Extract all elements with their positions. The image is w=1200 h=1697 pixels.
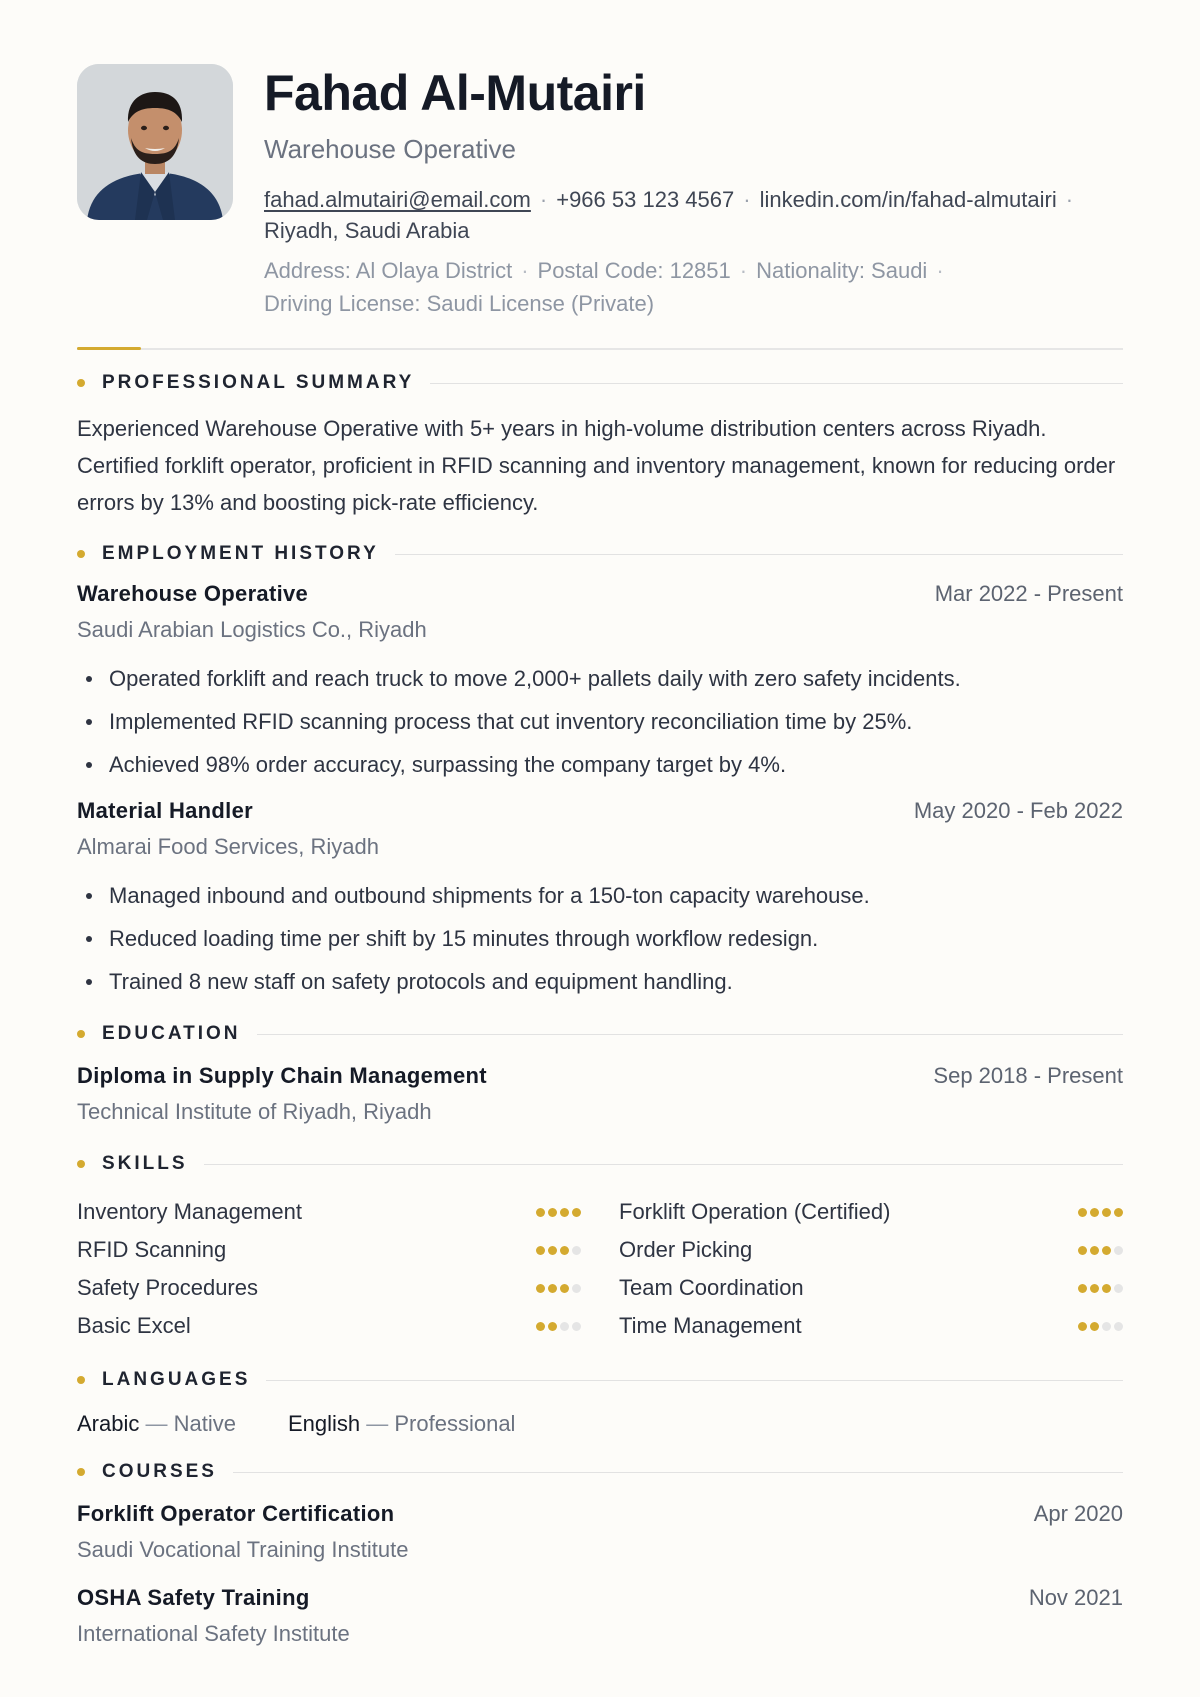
- separator: ·: [539, 187, 548, 212]
- skill-level-rating: [1078, 1322, 1123, 1331]
- skill-level-rating: [1078, 1284, 1123, 1293]
- section-divider: [266, 1380, 1123, 1381]
- rating-dot-icon: [572, 1246, 581, 1255]
- resume-header: [77, 64, 1123, 326]
- rating-dot-icon: [560, 1322, 569, 1331]
- candidate-role: Warehouse Operative: [264, 134, 516, 164]
- skill-name: RFID Scanning: [77, 1237, 227, 1262]
- rating-dot-icon: [536, 1284, 545, 1293]
- rating-dot-icon: [536, 1208, 545, 1217]
- job-bullets: [77, 874, 1123, 1003]
- section-summary: [77, 370, 1123, 396]
- skill-name: Inventory Management: [77, 1199, 303, 1224]
- rating-dot-icon: [1090, 1284, 1099, 1293]
- linkedin-link[interactable]: linkedin.com/in/fahad-almutairi: [759, 187, 1057, 212]
- degree-title: Diploma in Supply Chain Management: [77, 1063, 487, 1088]
- section-education: [77, 1021, 1123, 1047]
- job-dates: Mar 2022 - Present: [934, 581, 1123, 606]
- language-level: Professional: [394, 1411, 516, 1436]
- course-institute: International Safety Institute: [77, 1621, 350, 1646]
- section-title: PROFESSIONAL SUMMARY: [102, 372, 415, 393]
- course-entry: [77, 1585, 1123, 1647]
- email-link[interactable]: fahad.almutairi@email.com: [264, 187, 531, 212]
- separator: ·: [936, 258, 944, 283]
- section-divider: [204, 1164, 1123, 1165]
- section-skills: [77, 1151, 1123, 1177]
- section-courses: [77, 1459, 1123, 1485]
- skill-item: [619, 1307, 1123, 1345]
- language-level: Native: [173, 1411, 236, 1436]
- language-name: Arabic: [77, 1411, 140, 1436]
- skill-item: [77, 1231, 581, 1269]
- job-company: Saudi Arabian Logistics Co., Riyadh: [77, 617, 427, 642]
- skill-level-rating: [536, 1246, 581, 1255]
- job-title: Material Handler: [77, 798, 253, 823]
- skill-name: Basic Excel: [77, 1313, 191, 1338]
- education-entry: [77, 1063, 1123, 1125]
- language-name: English: [287, 1411, 361, 1436]
- skill-level-rating: [536, 1208, 581, 1217]
- list-item: Operated forklift and reach truck to move 2,000+ pallets daily with zero safety incidents.: [77, 657, 1123, 700]
- postal-code: Postal Code: 12851: [537, 258, 731, 283]
- section-title: SKILLS: [102, 1153, 188, 1174]
- separator: ·: [521, 258, 529, 283]
- bullet-dot-icon: [77, 379, 85, 387]
- rating-dot-icon: [1102, 1322, 1111, 1331]
- summary-text: Experienced Warehouse Operative with 5+ years in high-volume distribution centers across Riyadh. Certified forklift operator, proficient in RFID scanning and inventory management, known for reducing order errors by 13% and boosting pick-rate efficiency.: [77, 416, 1116, 515]
- bullet-dot-icon: [77, 550, 85, 558]
- bullet-dot-icon: [77, 1160, 85, 1168]
- language-item: [77, 1411, 236, 1437]
- languages-list: [77, 1411, 1123, 1437]
- skill-item: [619, 1193, 1123, 1231]
- skill-name: Order Picking: [619, 1237, 753, 1262]
- skill-level-rating: [1078, 1246, 1123, 1255]
- rating-dot-icon: [560, 1208, 569, 1217]
- rating-dot-icon: [1114, 1208, 1123, 1217]
- rating-dot-icon: [548, 1246, 557, 1255]
- skill-item: [77, 1269, 581, 1307]
- education-dates: Sep 2018 - Present: [933, 1063, 1123, 1088]
- job-entry: [77, 581, 1123, 786]
- address: Address: Al Olaya District: [264, 258, 513, 283]
- list-item: Achieved 98% order accuracy, surpassing the company target by 4%.: [77, 743, 1123, 786]
- language-dash: —: [366, 1411, 389, 1436]
- rating-dot-icon: [536, 1322, 545, 1331]
- job-title: Warehouse Operative: [77, 581, 309, 606]
- skill-level-rating: [1078, 1208, 1123, 1217]
- rating-dot-icon: [1090, 1246, 1099, 1255]
- contact-line: [264, 184, 1124, 246]
- rating-dot-icon: [1102, 1284, 1111, 1293]
- skill-item: [77, 1193, 581, 1231]
- rating-dot-icon: [560, 1246, 569, 1255]
- skill-level-rating: [536, 1284, 581, 1293]
- phone-number: +966 53 123 4567: [556, 187, 735, 212]
- skill-name: Team Coordination: [619, 1275, 804, 1300]
- accent-bar: [77, 347, 141, 350]
- rating-dot-icon: [572, 1322, 581, 1331]
- list-item: Trained 8 new staff on safety protocols and equipment handling.: [77, 960, 1123, 1003]
- job-dates: May 2020 - Feb 2022: [913, 798, 1123, 823]
- rating-dot-icon: [1114, 1322, 1123, 1331]
- course-name: Forklift Operator Certification: [77, 1501, 395, 1526]
- skills-grid: [77, 1193, 1123, 1345]
- bullet-dot-icon: [77, 1376, 85, 1384]
- section-languages: [77, 1367, 1123, 1393]
- profile-photo: [77, 64, 233, 220]
- course-date: Apr 2020: [1033, 1501, 1123, 1526]
- list-item: Implemented RFID scanning process that cut inventory reconciliation time by 25%.: [77, 700, 1123, 743]
- rating-dot-icon: [1078, 1322, 1087, 1331]
- header-divider: [77, 348, 1123, 350]
- job-company: Almarai Food Services, Riyadh: [77, 834, 380, 859]
- rating-dot-icon: [1114, 1284, 1123, 1293]
- rating-dot-icon: [572, 1208, 581, 1217]
- driving-license: Driving License: Saudi License (Private): [264, 291, 655, 316]
- section-title: COURSES: [102, 1461, 217, 1482]
- job-bullets: [77, 657, 1123, 786]
- nationality: Nationality: Saudi: [756, 258, 928, 283]
- job-entry: [77, 798, 1123, 1003]
- course-date: Nov 2021: [1028, 1585, 1123, 1610]
- section-divider: [395, 554, 1123, 555]
- section-title: LANGUAGES: [102, 1369, 251, 1390]
- rating-dot-icon: [548, 1284, 557, 1293]
- section-divider: [233, 1472, 1123, 1473]
- location: Riyadh, Saudi Arabia: [264, 218, 470, 243]
- bullet-dot-icon: [77, 1030, 85, 1038]
- avatar-illustration: [77, 64, 233, 220]
- bullet-dot-icon: [77, 1468, 85, 1476]
- skill-item: [77, 1307, 581, 1345]
- skill-item: [619, 1231, 1123, 1269]
- skill-name: Forklift Operation (Certified): [619, 1199, 891, 1224]
- section-divider: [257, 1034, 1123, 1035]
- section-title: EMPLOYMENT HISTORY: [102, 543, 379, 564]
- separator: ·: [1065, 187, 1074, 212]
- rating-dot-icon: [560, 1284, 569, 1293]
- rating-dot-icon: [1102, 1208, 1111, 1217]
- separator: ·: [743, 187, 751, 212]
- rating-dot-icon: [1102, 1246, 1111, 1255]
- section-employment: [77, 541, 1123, 567]
- list-item: Managed inbound and outbound shipments for a 150-ton capacity warehouse.: [77, 874, 1123, 917]
- rating-dot-icon: [1078, 1208, 1087, 1217]
- skill-item: [619, 1269, 1123, 1307]
- course-name: OSHA Safety Training: [77, 1585, 310, 1610]
- rating-dot-icon: [536, 1246, 545, 1255]
- rating-dot-icon: [1114, 1246, 1123, 1255]
- language-dash: —: [145, 1411, 168, 1436]
- skill-name: Time Management: [619, 1313, 802, 1338]
- rating-dot-icon: [572, 1284, 581, 1293]
- rating-dot-icon: [1078, 1246, 1087, 1255]
- course-institute: Saudi Vocational Training Institute: [77, 1537, 409, 1562]
- rating-dot-icon: [1078, 1284, 1087, 1293]
- section-title: EDUCATION: [102, 1023, 241, 1044]
- section-divider: [430, 383, 1123, 384]
- rating-dot-icon: [1090, 1322, 1099, 1331]
- list-item: Reduced loading time per shift by 15 minutes through workflow redesign.: [77, 917, 1123, 960]
- language-item: [288, 1411, 515, 1437]
- separator: ·: [739, 258, 748, 283]
- candidate-name: Fahad Al-Mutairi: [264, 65, 646, 121]
- skill-name: Safety Procedures: [77, 1275, 258, 1300]
- skill-level-rating: [536, 1322, 581, 1331]
- personal-details: [264, 254, 1124, 320]
- course-entry: [77, 1501, 1123, 1563]
- school-name: Technical Institute of Riyadh, Riyadh: [77, 1099, 432, 1124]
- rating-dot-icon: [548, 1322, 557, 1331]
- rating-dot-icon: [548, 1208, 557, 1217]
- rating-dot-icon: [1090, 1208, 1099, 1217]
